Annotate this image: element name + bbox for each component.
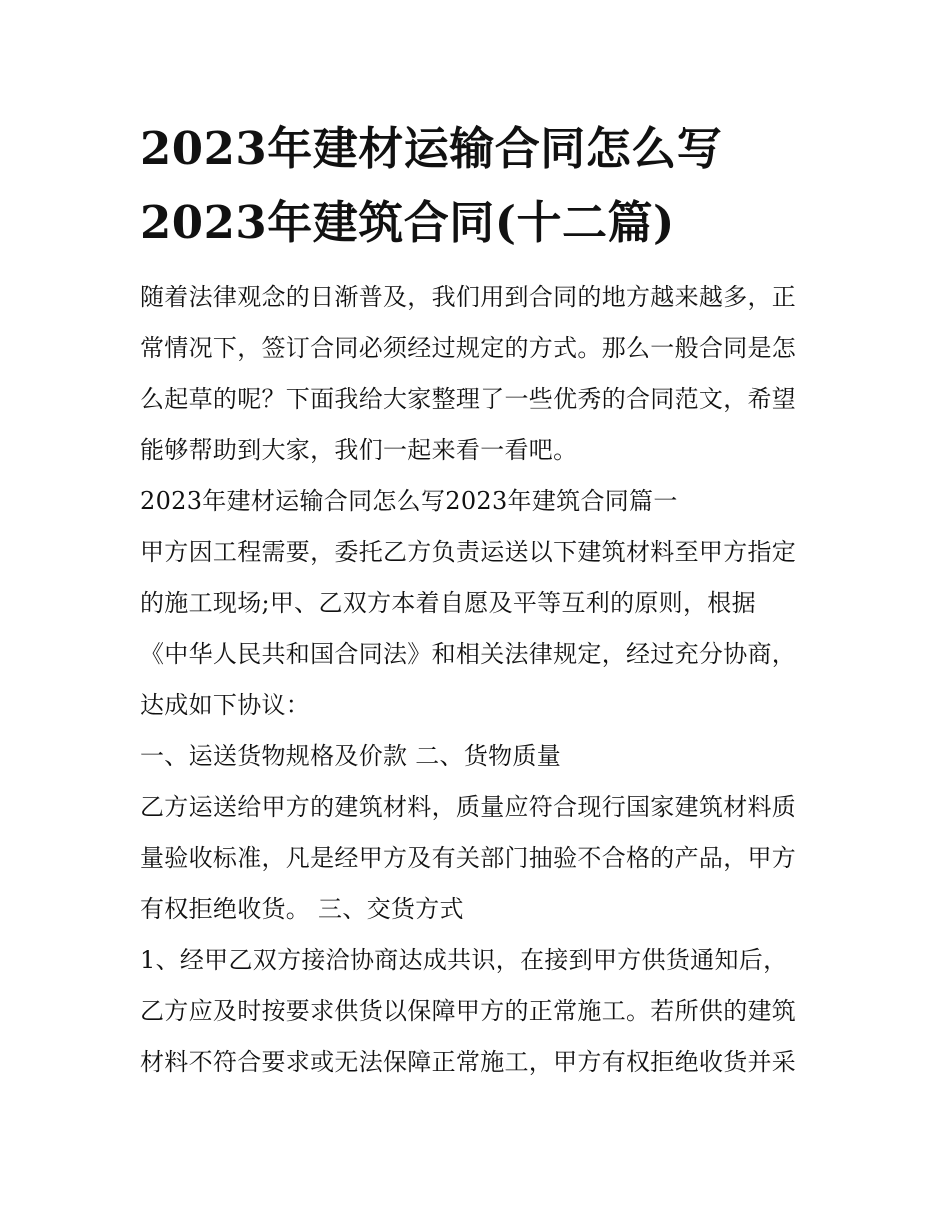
document-title xyxy=(140,112,820,260)
text-line-2: 常情况下，签订合同必须经过规定的方式。那么一般合同是怎 xyxy=(140,334,797,362)
text-line-16: 材料不符合要求或无法保障正常施工，甲方有权拒绝收货并采 xyxy=(140,1048,797,1076)
text-line-15: 乙方应及时按要求供货以保障甲方的正常施工。若所供的建筑 xyxy=(140,997,797,1025)
text-line-4: 能够帮助到大家，我们一起来看一看吧。 xyxy=(140,436,578,464)
text-line-14: 1、经甲乙双方接洽协商达成共识，在接到甲方供货通知后， xyxy=(140,946,788,974)
title-line-1: 2023年建材运输合同怎么写 xyxy=(140,122,723,175)
clause-heading-1-2: 一、运送货物规格及价款 二、货物质量 xyxy=(140,742,562,770)
text-line-9: 达成如下协议： xyxy=(140,691,311,719)
text-line-8: 《中华人民共和国合同法》和相关法律规定，经过充分协商， xyxy=(140,640,797,668)
section-heading-1: 2023年建材运输合同怎么写2023年建筑合同篇一 xyxy=(140,487,678,515)
text-line-12: 量验收标准，凡是经甲方及有关部门抽验不合格的产品，甲方 xyxy=(140,844,797,872)
text-line-3: 么起草的呢？下面我给大家整理了一些优秀的合同范文，希望 xyxy=(140,385,797,413)
document-body xyxy=(140,112,820,1088)
title-line-2: 2023年建筑合同(十二篇) xyxy=(140,196,675,249)
text-line-1: 随着法律观念的日渐普及，我们用到合同的地方越来越多，正 xyxy=(140,283,797,311)
text-line-7: 的施工现场;甲、乙双方本着自愿及平等互利的原则，根据 xyxy=(140,589,756,617)
text-line-11: 乙方运送给甲方的建筑材料，质量应符合现行国家建筑材料质 xyxy=(140,793,797,821)
text-line-13: 有权拒绝收货。 三、交货方式 xyxy=(140,895,464,923)
text-line-6: 甲方因工程需要，委托乙方负责运送以下建筑材料至甲方指定 xyxy=(140,538,797,566)
